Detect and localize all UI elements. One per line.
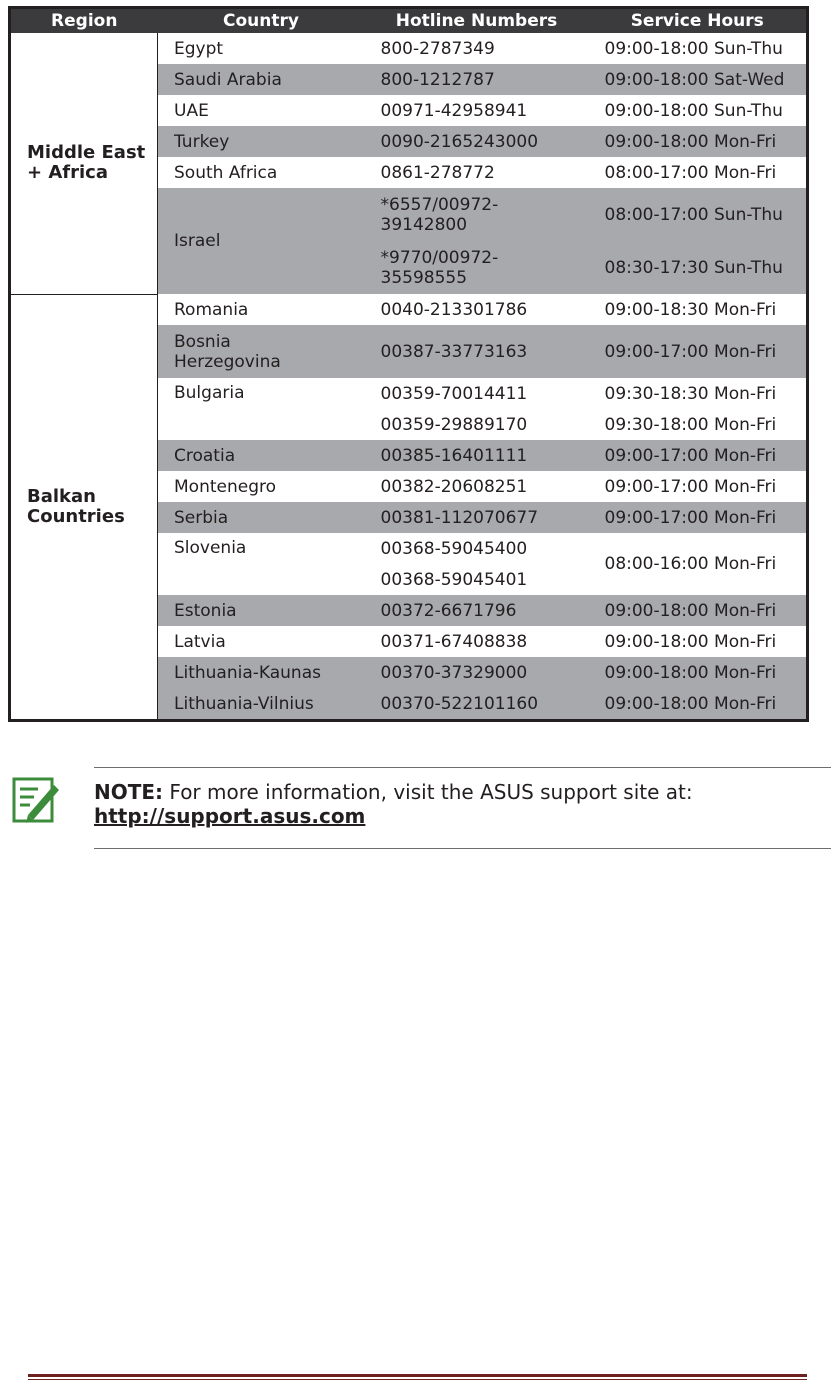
country-cell: Latvia [174,631,226,652]
region-cell [10,33,158,294]
hours-cell: 09:00-17:00 Mon-Fri [604,476,777,497]
note-pencil-icon [8,773,64,829]
hours-cell: 09:00-18:00 Sat-Wed [589,64,808,95]
hours-cell: 09:00-18:00 Mon-Fri [589,126,808,157]
country-cell: Egypt [174,38,224,59]
header-region: Region [10,8,158,34]
hotline-cell: 00381-112070677 [365,502,589,533]
country-name: Bosnia Herzegovina [174,331,281,372]
hours-cell: 09:00-18:00 Mon-Fri [604,631,777,652]
hours-cell: 08:30-17:30 Sun-Thu [589,241,808,294]
country-cell: Montenegro [174,476,277,497]
hotline-cell: 00359-29889170 [380,414,528,435]
hours-cell: 09:30-18:00 Mon-Fri [604,414,777,435]
country-cell [158,378,365,440]
hours-cell: 09:00-18:00 Mon-Fri [589,595,808,626]
hotline-cell: 00368-59045401 [380,569,528,590]
hotline-cell: 00370-37329000 [365,657,589,688]
country-cell: South Africa [174,162,278,183]
note-message: For more information, visit the ASUS support site at: [169,780,693,804]
hotline-cell [365,241,589,294]
country-name: Bulgaria [174,383,245,403]
hotline-cell: 0861-278772 [380,162,495,183]
hotline-cell: 00387-33773163 [365,325,589,378]
hours-cell: 09:30-18:30 Mon-Fri [604,383,777,404]
hours-cell: 09:00-18:00 Mon-Fri [589,657,808,688]
region-label: Balkan Countries [27,485,125,527]
country-cell: Croatia [158,440,365,471]
hours-cell: 09:00-18:00 Sun-Thu [604,100,783,121]
note-rule-bottom [94,848,831,849]
country-cell: Israel [158,188,365,294]
header-country: Country [158,8,365,34]
hotline-cell: 00382-20608251 [380,476,528,497]
footer-rule [28,1374,807,1377]
country-cell: Lithuania-Kaunas [158,657,365,688]
hotline-cell: 00371-67408838 [380,631,528,652]
support-link[interactable]: http://support.asus.com [94,804,366,828]
note-block [8,767,831,849]
country-cell: Romania [174,299,249,320]
hotline-cell: 00368-59045400 [380,538,528,559]
country-cell: Serbia [158,502,365,533]
footer-rule-thin [28,1379,807,1380]
header-service-hours: Service Hours [589,8,808,34]
country-cell [158,325,365,378]
table-row [10,294,808,325]
hours-cell: 09:00-18:00 Sun-Thu [604,38,783,59]
country-cell: Turkey [158,126,365,157]
region-label: Middle East + Africa [27,142,146,184]
hotline-cell: 0090-2165243000 [365,126,589,157]
note-rule-top [94,767,831,768]
country-cell: Saudi Arabia [158,64,365,95]
hours-cell: 08:00-17:00 Mon-Fri [604,162,777,183]
note-label: NOTE: [94,780,164,804]
country-cell: Lithuania-Vilnius [158,688,365,721]
hotline-cell: 00372-6671796 [365,595,589,626]
hours-cell: 09:00-18:30 Mon-Fri [604,299,777,320]
hotline-cell: 00971-42958941 [380,100,528,121]
country-cell [158,533,365,595]
hotline-cell: 0040-213301786 [380,299,528,320]
hotline-number: *6557/00972- 39142800 [380,194,499,235]
hours-cell: 09:00-18:00 Mon-Fri [589,688,808,721]
hotline-cell: 00370-522101160 [365,688,589,721]
hours-cell: 09:00-17:00 Mon-Fri [589,502,808,533]
hotline-table [8,6,809,722]
hours-cell: 08:00-16:00 Mon-Fri [604,554,777,574]
table-row [10,33,808,64]
hotline-cell: 00359-70014411 [380,383,528,404]
hotline-cell: 800-2787349 [380,38,495,59]
country-cell: UAE [174,100,209,121]
header-hotline-numbers: Hotline Numbers [365,8,589,34]
note-text [94,780,693,828]
hours-cell: 08:00-17:00 Sun-Thu [589,188,808,241]
table-header-row [10,8,808,34]
hours-cell: 09:00-17:00 Mon-Fri [589,325,808,378]
hotline-cell: 00385-16401111 [365,440,589,471]
hotline-number: *9770/00972- 35598555 [380,247,499,288]
region-cell [10,294,158,721]
hotline-cell: 800-1212787 [365,64,589,95]
hotline-cell [365,188,589,241]
country-name: Slovenia [174,538,247,558]
country-cell: Estonia [158,595,365,626]
hours-cell: 09:00-17:00 Mon-Fri [589,440,808,471]
